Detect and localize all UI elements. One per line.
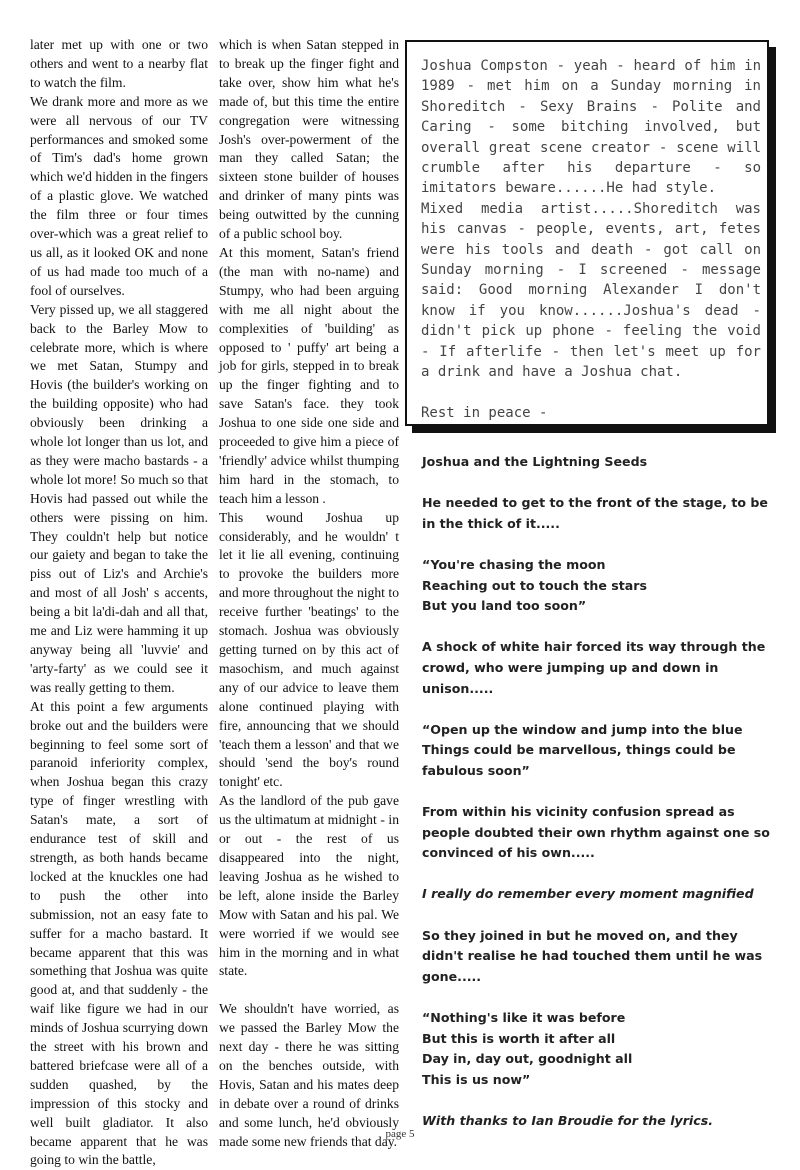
page-number: page 5 xyxy=(385,1128,415,1140)
article-paragraph: As the landlord of the pub gave us the ultimatum at midnight - in or out - the rest of us disappeared into the night, leaving Joshua as he wished to be left, alone inside the Barley Mow with Satan and his pal. We were worried if we would see him in the morning and in what state. xyxy=(219,793,399,979)
article-paragraph: We drank more and more as we were all nervous of our TV performances and smoked some of Tim's dad's home grown which we'd hidden in the fingers of a plastic glove. We watched the film three or four times over-which was a great relief to us all, as it looked OK and none of us had made too much of a fool of ourselves. xyxy=(30,93,208,298)
lyrics-intro: He needed to get to the front of the stage, to be in the thick of it..... xyxy=(422,495,768,531)
lyrics-verse-1: “You're chasing the moon Reaching out to touch the stars But you land too soon” xyxy=(422,556,648,614)
lyrics-verse-2: “Open up the window and jump into the blue Things could be marvellous, things could be fabulous soon” xyxy=(422,721,743,778)
article-paragraph: later met up with one or two others and went to a nearby flat to watch the film. xyxy=(30,37,208,90)
lyrics-narration-2: From within his vicinity confusion spread as people doubted their own rhythm against one so convinced of his own..... xyxy=(422,804,770,861)
article-closing-paragraph: We shouldn't have worried, as we passed the Barley Mow the next day - there he was sitting on the benches outside, with Hovis, Satan and his mates deep in debate over a round of drinks and some lunch, he'd obviously made some new friends that day. xyxy=(219,1001,399,1149)
article-paragraph: This wound Joshua up considerably, and he wouldn' t let it lie all evening, continuing to provoke the builders more and more throughout the night to receive further 'beatings' to the stomach. Joshua was obviously getting turned on by this act of masochism, and much against any of our advice to leave them alone continued playing with fire, announcing that we should 'teach them a lesson' and that we should 'send the boy's round tonight' etc. xyxy=(219,509,399,790)
article-paragraph: At this moment, Satan's friend (the man with no-name) and Stumpy, who had been arguing with me all night about the complexities of 'building' as opposed to ' puffy' art being a job for girls, stepped in to break up the finger fighting and to save Satan's face. they took Joshua to one side one side and proceeded to give him a piece of 'friendly' advice whilst thumping him hard in the stomach, to teach him a lesson . xyxy=(219,244,399,506)
memorial-box xyxy=(405,40,769,426)
memorial-sign-off: Rest in peace - xyxy=(421,404,548,421)
article-column-middle xyxy=(219,36,399,1152)
lyrics-narration-1: A shock of white hair forced its way through the crowd, who were jumping up and down in unison..... xyxy=(422,639,766,696)
lyrics-narration-3: So they joined in but he moved on, and they didn't realise he had touched them until he was gone..... xyxy=(422,927,763,984)
lyrics-title: Joshua and the Lightning Seeds xyxy=(422,454,648,469)
lyrics-verse-3: “Nothing's like it was before But this is worth it after all Day in, day out, goodnight all This is us now” xyxy=(422,1010,633,1087)
memorial-paragraph-1: Joshua Compston - yeah - heard of him in 1989 - met him on a Sunday morning in Shoreditch - Sexy Brains - Polite and Caring - some bitching involved, but overall great scene creator - scene will crumble after his departure - so imitators beware......He had style. xyxy=(421,58,761,197)
article-paragraph: At this point a few arguments broke out and the builders were beginning to feel some sort of paranoid inferiority complex, when Joshua began this crazy type of finger wrestling with Satan's mate, a sort of endurance test of skill and strength, as both hands became locked at the knuckles one had to push the other into submission, not an easy fate to suffer for a macho bastard. It became apparent that this was something that Joshua was quite good at, and that suddenly - the waif like figure we had in our minds of Joshua scurrying down the street with his brown and battered briefcase were all of a sudden quashed, by the impression of this stocky and well built gladiator. It also became apparent that he was going to win the battle, xyxy=(30,698,208,1168)
article-paragraph: Very pissed up, we all staggered back to the Barley Mow to celebrate more, which is where we met Satan, Stumpy and Hovis (the builder's working on the building opposite) who had obviously been drinking a whole lot longer than us lot, and as they were macho bastards - a whole lot more! So much so that Hovis had passed out while the others were pissing on him. They couldn't help but notice our gaiety and began to take the piss out of Liz's and Archie's and most of all Josh' s accents, being a bit la'di-dah and all that, me and Liz were hamming it up anyway being all 'luvvie' and 'arty-farty' as we could see it was really getting to them. xyxy=(30,301,208,695)
lyrics-italic-line: I really do remember every moment magnified xyxy=(422,886,754,902)
lyrics-section xyxy=(422,452,772,1152)
article-column-left xyxy=(30,36,208,1170)
lyrics-credit: With thanks to Ian Broudie for the lyrics. xyxy=(422,1113,713,1128)
paragraph-gap xyxy=(219,981,399,1000)
article-paragraph: which is when Satan stepped in to break up the finger fight and take over, show him what he's made of, but this time the entire congregation were witnessing Josh's over-powerment of the man they called Satan; the sixteen stone builder of houses and drinker of many pints was being outwitted by the cunning of a public school boy. xyxy=(219,37,399,242)
memorial-paragraph-2: Mixed media artist.....Shoreditch was his canvas - people, events, art, fetes were his tools and death - got call on Sunday morning - I screened - message said: Good morning Alexander I don't know if you know......Joshua's dead - didn't pick up phone - feeling the void - If afterlife - then let's meet up for a drink and have a Joshua chat. xyxy=(421,200,761,381)
